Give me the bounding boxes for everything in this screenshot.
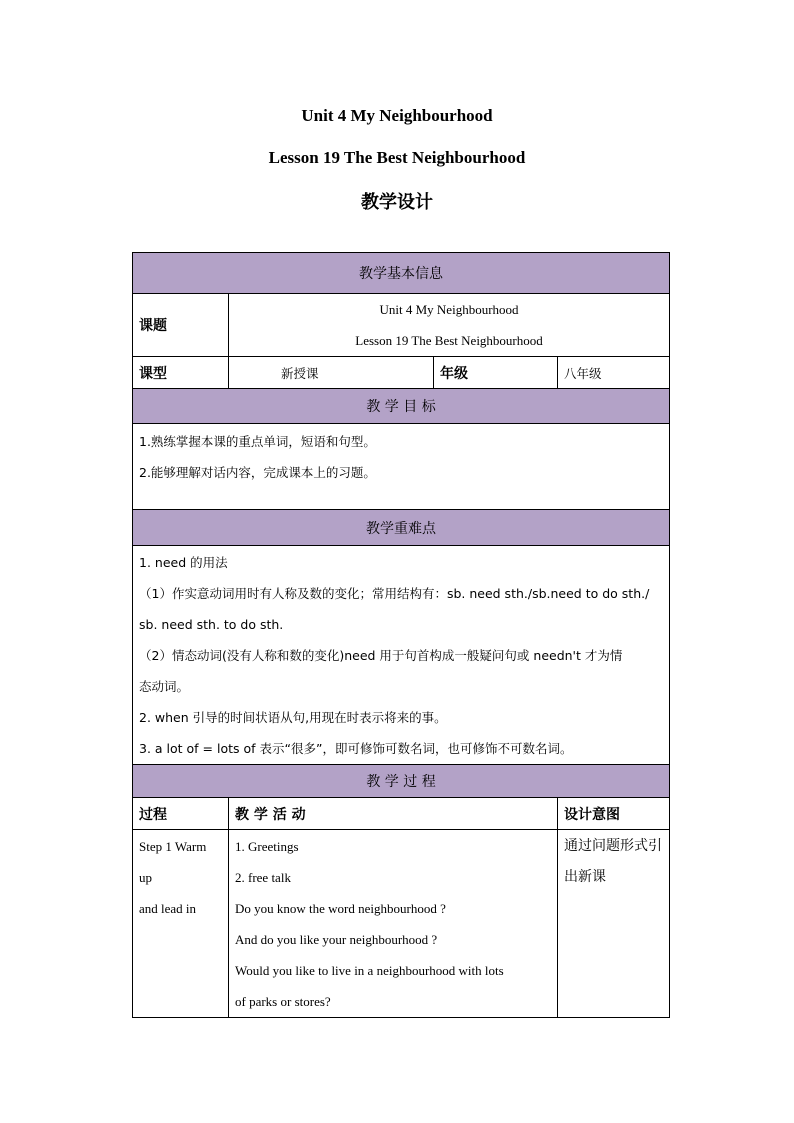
- difficulty-line: （1）作实意动词用时有人称及数的变化；常用结构有：sb. need sth./sb.need to do sth./: [139, 586, 650, 601]
- topic-value: [229, 294, 670, 357]
- activity-line: Would you like to live in a neighbourhood with lots: [235, 963, 504, 978]
- difficulty-line: 2. when 引导的时间状语从句,用现在时表示将来的事。: [139, 710, 447, 725]
- type-label: 课型: [133, 357, 229, 389]
- lesson-plan-table: [132, 252, 670, 1018]
- difficulty-line: （2）情态动词(没有人称和数的变化)need 用于句首构成一般疑问句或 needn't 才为情: [139, 648, 623, 663]
- topic-line-lesson: Lesson 19 The Best Neighbourhood: [355, 333, 543, 348]
- step1-name-line: Step 1 Warm up: [139, 839, 207, 885]
- difficulty-line: 3. a lot of = lots of 表示“很多”，即可修饰可数名词，也可修饰不可数名词。: [139, 741, 573, 756]
- difficulty-header: 教学重难点: [133, 510, 670, 546]
- type-value: 新授课: [229, 357, 434, 389]
- doc-title-lesson: Lesson 19 The Best Neighbourhood: [268, 148, 526, 167]
- intent-line: 出新课: [564, 869, 606, 885]
- intent-line: 通过问题形式引: [564, 838, 662, 854]
- difficulty-line: sb. need sth. to do sth.: [139, 617, 284, 632]
- goal-item: 1.熟练掌握本课的重点单词，短语和句型。: [139, 434, 376, 449]
- activity-line: Do you know the word neighbourhood ?: [235, 901, 446, 916]
- topic-label: 课题: [133, 294, 229, 357]
- difficulty-line: 1. need 的用法: [139, 555, 228, 570]
- step1-activities: [229, 830, 558, 1018]
- col-header-intent: 设计意图: [558, 798, 670, 830]
- doc-title-design: 教学设计: [361, 192, 433, 213]
- process-header: 教 学 过 程: [133, 765, 670, 798]
- topic-line-unit: Unit 4 My Neighbourhood: [379, 302, 519, 317]
- basic-info-header: 教学基本信息: [133, 253, 670, 294]
- col-header-process: 过程: [133, 798, 229, 830]
- goal-item: 2.能够理解对话内容，完成课本上的习题。: [139, 465, 376, 480]
- activity-line: 2. free talk: [235, 870, 291, 885]
- goals-content: [133, 424, 670, 510]
- step1-name-line: and lead in: [139, 901, 197, 916]
- col-header-activity: 教 学 活 动: [229, 798, 558, 830]
- doc-title-unit: Unit 4 My Neighbourhood: [301, 106, 493, 125]
- activity-line: 1. Greetings: [235, 839, 299, 854]
- difficulty-content: [133, 546, 670, 765]
- grade-value: 八年级: [558, 357, 670, 389]
- step1-intent: [558, 830, 670, 1018]
- difficulty-line: 态动词。: [139, 679, 190, 694]
- goals-header: 教 学 目 标: [133, 389, 670, 424]
- activity-line: And do you like your neighbourhood ?: [235, 932, 438, 947]
- grade-label: 年级: [434, 357, 558, 389]
- step1-name: [133, 830, 229, 1018]
- activity-line: of parks or stores?: [235, 994, 331, 1009]
